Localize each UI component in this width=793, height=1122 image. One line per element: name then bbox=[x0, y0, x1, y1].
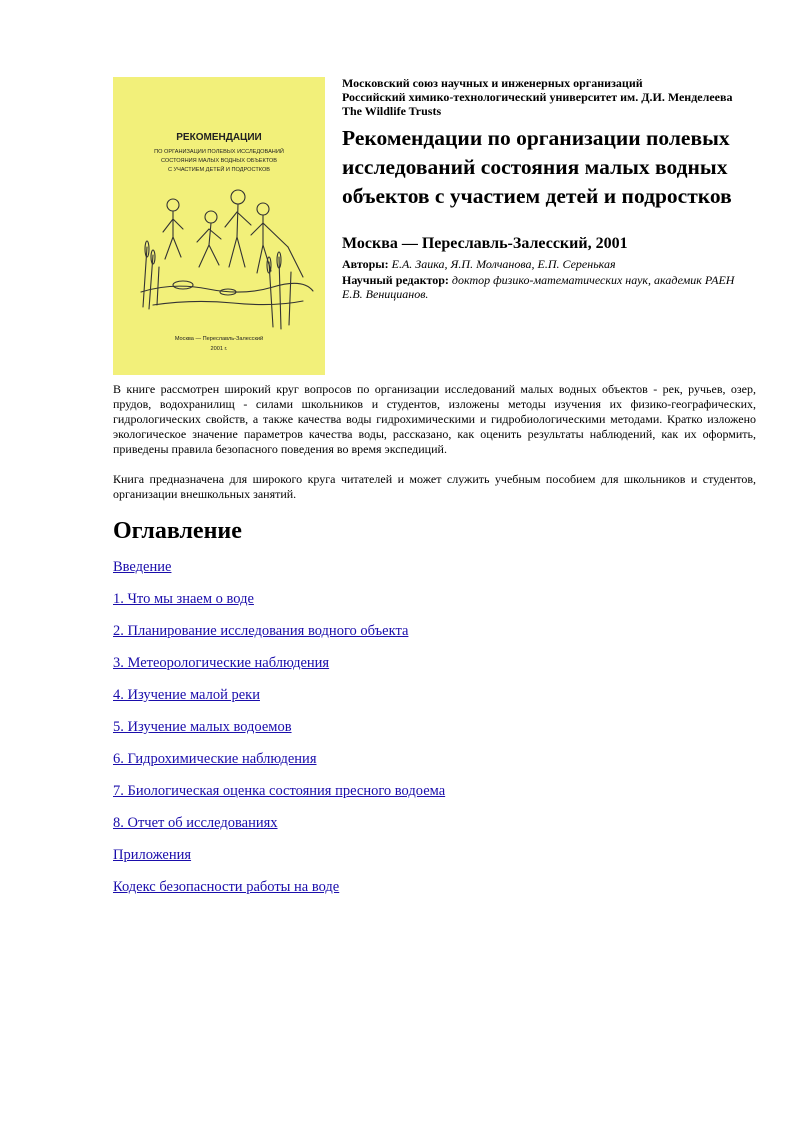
toc-link-ch6[interactable]: 6. Гидрохимические наблюдения bbox=[113, 751, 317, 767]
cover-imprint-line-1: Москва — Переславль-Залесский bbox=[174, 336, 264, 342]
book-cover-illustration bbox=[113, 77, 325, 375]
toc-item bbox=[113, 622, 445, 654]
toc-item bbox=[113, 814, 445, 846]
toc-item bbox=[113, 782, 445, 814]
toc-item bbox=[113, 846, 445, 878]
toc-link-ch4[interactable]: 4. Изучение малой реки bbox=[113, 687, 260, 703]
toc-item bbox=[113, 654, 445, 686]
toc-link-ch8[interactable]: 8. Отчет об исследованиях bbox=[113, 815, 278, 831]
cover-subtitle-line-2: СОСТОЯНИЯ МАЛЫХ ВОДНЫХ ОБЪЕКТОВ bbox=[161, 158, 277, 164]
toc-link-ch7[interactable]: 7. Биологическая оценка состояния пресного водоема bbox=[113, 783, 446, 799]
toc-link-intro[interactable]: Введение bbox=[113, 559, 172, 575]
toc-list bbox=[113, 558, 445, 910]
book-header bbox=[342, 76, 756, 301]
toc-item bbox=[113, 686, 445, 718]
toc-item bbox=[113, 590, 445, 622]
toc-item bbox=[113, 558, 445, 590]
audience-paragraph: Книга предназначена для широкого круга читателей и может служить учебным пособием для школьников и студентов, организации внешкольных занятий. bbox=[113, 472, 756, 501]
org-line-1: Московский союз научных и инженерных организаций bbox=[342, 76, 643, 90]
cover-imprint-line-2: 2001 г. bbox=[210, 346, 228, 352]
toc-item bbox=[113, 878, 445, 910]
toc-link-safety[interactable]: Кодекс безопасности работы на воде bbox=[113, 879, 340, 895]
toc-link-ch2[interactable]: 2. Планирование исследования водного объекта bbox=[113, 623, 409, 639]
authors-names: Е.А. Заика, Я.П. Молчанова, Е.П. Серенькая bbox=[391, 257, 616, 271]
cover-title: РЕКОМЕНДАЦИИ bbox=[176, 132, 262, 143]
toc-link-ch3[interactable]: 3. Метеорологические наблюдения bbox=[113, 655, 330, 671]
toc-heading: Оглавление bbox=[113, 518, 242, 544]
editor-name: доктор физико-математических наук, академик РАЕН Е.В. Веницианов. bbox=[342, 273, 735, 301]
book-cover bbox=[113, 77, 325, 375]
book-title: Рекомендации по организации полевых исследований состояния малых водных объектов с участием детей и подростков bbox=[342, 126, 732, 208]
org-line-2: Российский химико-технологический университет им. Д.И. Менделеева bbox=[342, 90, 733, 104]
toc-link-ch1[interactable]: 1. Что мы знаем о воде bbox=[113, 591, 254, 607]
toc-link-appendix[interactable]: Приложения bbox=[113, 847, 192, 863]
editor-line bbox=[342, 273, 756, 301]
toc-link-ch5[interactable]: 5. Изучение малых водоемов bbox=[113, 719, 292, 735]
authors-label: Авторы: bbox=[342, 257, 389, 271]
abstract-paragraph: В книге рассмотрен широкий круг вопросов по организации исследований малых водных объектов - рек, ручьев, озер, прудов, водохранилищ - силами школьников и студентов, изложены методы изучения их физико-географических, гидрологических свойств, а также качества воды гидрохимическими и гидробиологическими методами. Кратко изложено экологическое значение параметров качества воды, рассказано, как оценить результаты наблюдений, как их оформить, приведены правила безопасного поведения во время экспедиций. bbox=[113, 382, 756, 456]
editor-label: Научный редактор: bbox=[342, 273, 449, 287]
place-year: Москва — Переславль-Залесский, 2001 bbox=[342, 235, 628, 252]
org-line-3: The Wildlife Trusts bbox=[342, 104, 442, 118]
toc-item bbox=[113, 718, 445, 750]
cover-subtitle-line-1: ПО ОРГАНИЗАЦИИ ПОЛЕВЫХ ИССЛЕДОВАНИЙ bbox=[154, 149, 284, 155]
authors-line bbox=[342, 257, 756, 271]
toc-item bbox=[113, 750, 445, 782]
cover-subtitle-line-3: С УЧАСТИЕМ ДЕТЕЙ И ПОДРОСТКОВ bbox=[167, 167, 271, 173]
